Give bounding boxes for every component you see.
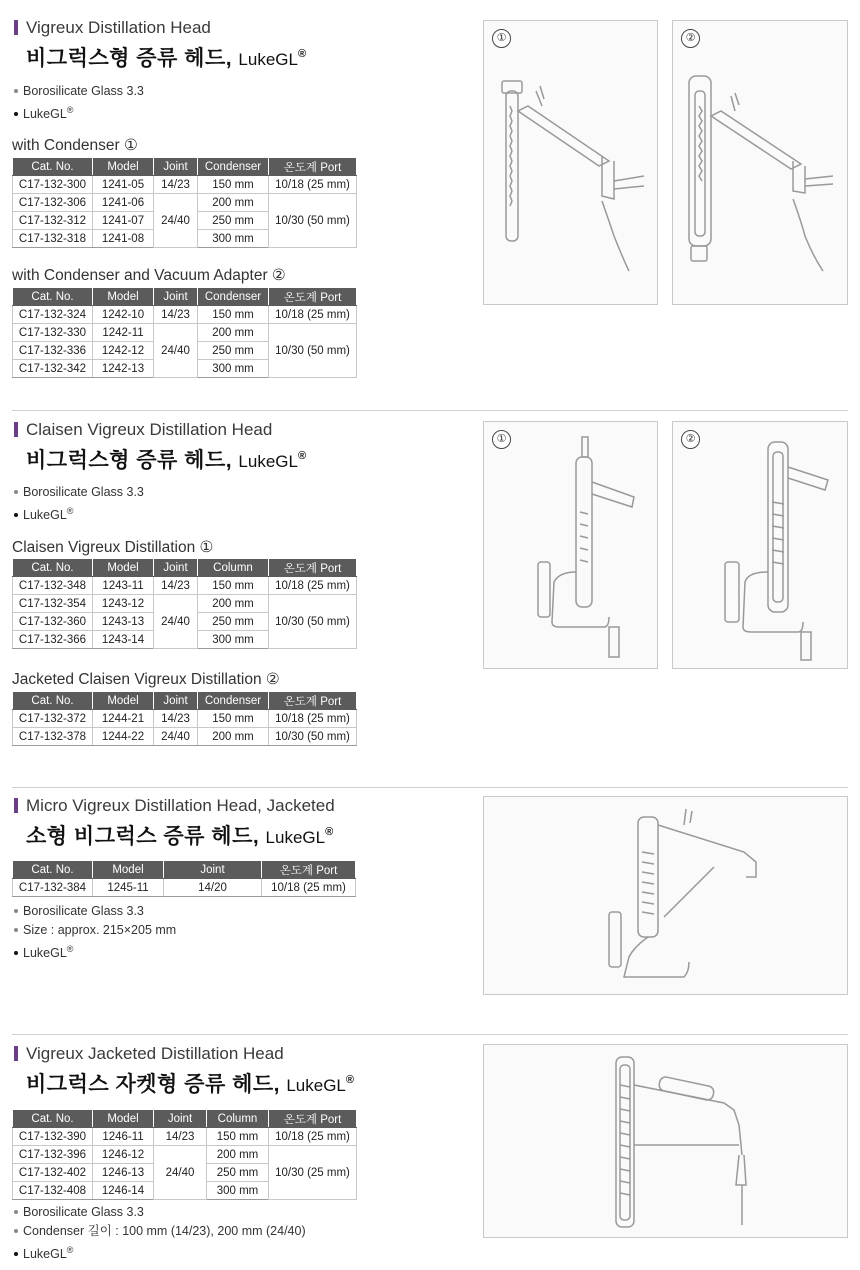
- feature-list: [14, 902, 176, 963]
- table-cell: 300 mm: [198, 631, 269, 649]
- feature-item: LukeGL®: [14, 940, 176, 963]
- table-cell: 1243-14: [93, 631, 154, 649]
- table-cell: C17-132-408: [13, 1182, 93, 1200]
- table-cell: C17-132-360: [13, 613, 93, 631]
- table-cell: 14/23: [154, 1128, 207, 1146]
- table-cell: 1241-07: [93, 212, 154, 230]
- col-header: Model: [93, 559, 154, 577]
- table-cell: 10/18 (25 mm): [269, 176, 357, 194]
- table-row: [13, 176, 357, 194]
- table-cell: 1241-05: [93, 176, 154, 194]
- table-cell: C17-132-336: [13, 342, 93, 360]
- feature-item: LukeGL®: [14, 1241, 306, 1264]
- table-cell: 150 mm: [198, 577, 269, 595]
- col-header: Condenser: [198, 158, 269, 176]
- glassware-illustration: [673, 21, 849, 306]
- brand-name: LukeGL: [286, 1076, 346, 1095]
- col-header: Model: [93, 1110, 154, 1128]
- table-cell: 1243-12: [93, 595, 154, 613]
- table-cell: 200 mm: [207, 1146, 269, 1164]
- table-cell: 14/23: [154, 176, 198, 194]
- feature-item: LukeGL®: [14, 502, 144, 525]
- table-cell: 1241-08: [93, 230, 154, 248]
- table-row: [13, 879, 356, 897]
- col-header: Joint: [154, 158, 198, 176]
- table-caption: with Condenser and Vacuum Adapter ②: [12, 267, 286, 284]
- brand-name: LukeGL: [238, 452, 298, 471]
- spec-table: [12, 287, 357, 378]
- feature-item: Borosilicate Glass 3.3: [14, 82, 144, 101]
- table-cell: 1242-12: [93, 342, 154, 360]
- col-header: Joint: [154, 288, 198, 306]
- col-header: Cat. No.: [13, 158, 93, 176]
- table-cell: C17-132-300: [13, 176, 93, 194]
- glassware-illustration: [484, 797, 849, 996]
- spec-table: [12, 691, 357, 746]
- glassware-illustration: [484, 422, 659, 670]
- table-cell: 1243-13: [93, 613, 154, 631]
- image-number-badge: ②: [681, 430, 700, 449]
- table-row: [13, 595, 357, 613]
- table-row: [13, 1146, 357, 1164]
- table-cell: 10/18 (25 mm): [269, 710, 357, 728]
- section-divider: [12, 1034, 848, 1035]
- table-cell: 14/23: [154, 710, 198, 728]
- table-cell: 250 mm: [198, 613, 269, 631]
- table-cell: 1246-11: [93, 1128, 154, 1146]
- table-row: [13, 324, 357, 342]
- feature-item: Borosilicate Glass 3.3: [14, 483, 144, 502]
- feature-list: [14, 82, 144, 124]
- table-cell: 10/18 (25 mm): [262, 879, 356, 897]
- title-bar: [14, 20, 18, 35]
- table-cell: 1243-11: [93, 577, 154, 595]
- table-cell: 150 mm: [198, 176, 269, 194]
- col-header: Cat. No.: [13, 861, 93, 879]
- table-row: [13, 728, 357, 746]
- title-bar: [14, 1046, 18, 1061]
- table-cell: 14/23: [154, 577, 198, 595]
- table-cell: C17-132-330: [13, 324, 93, 342]
- spec-table: [12, 157, 357, 248]
- col-header: 온도계 Port: [269, 158, 357, 176]
- table-row: [13, 710, 357, 728]
- table-cell: 250 mm: [198, 212, 269, 230]
- table-cell: C17-132-378: [13, 728, 93, 746]
- col-header: Joint: [154, 692, 198, 710]
- table-row: [13, 1128, 357, 1146]
- table-cell: 200 mm: [198, 595, 269, 613]
- table-cell: C17-132-318: [13, 230, 93, 248]
- title-bar: [14, 422, 18, 437]
- table-cell: 10/30 (50 mm): [269, 595, 357, 649]
- feature-list: [14, 1203, 306, 1264]
- table-cell: 1246-14: [93, 1182, 154, 1200]
- col-header: Model: [93, 692, 154, 710]
- table-cell: 150 mm: [198, 710, 269, 728]
- table-cell: 14/20: [164, 879, 262, 897]
- spec-table: [12, 860, 356, 897]
- table-cell: 10/18 (25 mm): [269, 306, 357, 324]
- table-cell: C17-132-348: [13, 577, 93, 595]
- glassware-illustration: [484, 21, 659, 306]
- col-header: Joint: [164, 861, 262, 879]
- table-cell: 24/40: [154, 728, 198, 746]
- feature-item: Condenser 길이 : 100 mm (14/23), 200 mm (24/40): [14, 1222, 306, 1241]
- brand-name: LukeGL: [265, 828, 326, 847]
- table-cell: 24/40: [154, 1146, 207, 1200]
- product-image-2: [672, 20, 848, 305]
- table-cell: 1245-11: [93, 879, 164, 897]
- table-cell: 150 mm: [198, 306, 269, 324]
- table-row: [13, 577, 357, 595]
- feature-item: LukeGL®: [14, 101, 144, 124]
- table-caption: with Condenser ①: [12, 137, 138, 154]
- section-divider: [12, 787, 848, 788]
- table-cell: C17-132-306: [13, 194, 93, 212]
- col-header: Cat. No.: [13, 1110, 93, 1128]
- table-cell: 24/40: [154, 194, 198, 248]
- col-header: Joint: [154, 1110, 207, 1128]
- table-cell: 150 mm: [207, 1128, 269, 1146]
- col-header: 온도계 Port: [269, 288, 357, 306]
- table-cell: C17-132-390: [13, 1128, 93, 1146]
- table-cell: 1246-12: [93, 1146, 154, 1164]
- section-divider: [12, 410, 848, 411]
- table-cell: C17-132-402: [13, 1164, 93, 1182]
- table-cell: 1246-13: [93, 1164, 154, 1182]
- image-number-badge: ①: [492, 29, 511, 48]
- table-cell: 1241-06: [93, 194, 154, 212]
- table-row: [13, 194, 357, 212]
- table-cell: 10/30 (50 mm): [269, 194, 357, 248]
- table-cell: 250 mm: [207, 1164, 269, 1182]
- table-caption: Jacketed Claisen Vigreux Distillation ②: [12, 671, 280, 688]
- table-cell: 10/30 (50 mm): [269, 728, 357, 746]
- section-title-ko: 비그럭스 자켓형 증류 헤드, LukeGL®: [26, 1073, 355, 1096]
- spec-table: [12, 558, 357, 649]
- col-header: Model: [93, 288, 154, 306]
- col-header: Cat. No.: [13, 692, 93, 710]
- table-cell: 24/40: [154, 595, 198, 649]
- table-cell: C17-132-384: [13, 879, 93, 897]
- table-cell: C17-132-324: [13, 306, 93, 324]
- col-header: Column: [207, 1110, 269, 1128]
- col-header: Column: [198, 559, 269, 577]
- table-cell: 24/40: [154, 324, 198, 378]
- section-title-en: Claisen Vigreux Distillation Head: [14, 420, 272, 440]
- table-cell: 10/18 (25 mm): [269, 577, 357, 595]
- table-cell: 10/30 (25 mm): [269, 1146, 357, 1200]
- table-caption: Claisen Vigreux Distillation ①: [12, 539, 214, 556]
- section-title-ko: 소형 비그럭스 증류 헤드, LukeGL®: [26, 825, 334, 848]
- product-image-1: [483, 20, 658, 305]
- col-header: Model: [93, 158, 154, 176]
- image-number-badge: ①: [492, 430, 511, 449]
- table-cell: 250 mm: [198, 342, 269, 360]
- glassware-illustration: [484, 1045, 849, 1239]
- title-bar: [14, 798, 18, 813]
- col-header: Model: [93, 861, 164, 879]
- table-cell: C17-132-342: [13, 360, 93, 378]
- table-cell: 200 mm: [198, 324, 269, 342]
- spec-table: [12, 1109, 357, 1200]
- product-image-1: [483, 421, 658, 669]
- table-cell: 200 mm: [198, 728, 269, 746]
- product-image: [483, 796, 848, 995]
- section-title-en: Micro Vigreux Distillation Head, Jacketed: [14, 796, 335, 816]
- col-header: Cat. No.: [13, 288, 93, 306]
- table-cell: C17-132-366: [13, 631, 93, 649]
- feature-item: Borosilicate Glass 3.3: [14, 902, 176, 921]
- table-cell: C17-132-396: [13, 1146, 93, 1164]
- table-cell: C17-132-372: [13, 710, 93, 728]
- table-cell: 10/30 (50 mm): [269, 324, 357, 378]
- table-cell: 1244-22: [93, 728, 154, 746]
- brand-name: LukeGL: [238, 50, 298, 69]
- col-header: Cat. No.: [13, 559, 93, 577]
- table-cell: 1244-21: [93, 710, 154, 728]
- table-cell: 300 mm: [198, 360, 269, 378]
- table-cell: 10/18 (25 mm): [269, 1128, 357, 1146]
- section-title-ko: 비그럭스형 증류 헤드, LukeGL®: [26, 47, 307, 70]
- table-cell: C17-132-312: [13, 212, 93, 230]
- feature-item: Size : approx. 215×205 mm: [14, 921, 176, 940]
- product-image-2: [672, 421, 848, 669]
- feature-item: Borosilicate Glass 3.3: [14, 1203, 306, 1222]
- image-number-badge: ②: [681, 29, 700, 48]
- section-title-en: Vigreux Jacketed Distillation Head: [14, 1044, 284, 1064]
- table-cell: C17-132-354: [13, 595, 93, 613]
- table-cell: 300 mm: [198, 230, 269, 248]
- glassware-illustration: [673, 422, 849, 670]
- col-header: Condenser: [198, 692, 269, 710]
- table-cell: 1242-13: [93, 360, 154, 378]
- col-header: Joint: [154, 559, 198, 577]
- table-row: [13, 306, 357, 324]
- col-header: 온도계 Port: [262, 861, 356, 879]
- table-cell: 14/23: [154, 306, 198, 324]
- col-header: 온도계 Port: [269, 1110, 357, 1128]
- col-header: Condenser: [198, 288, 269, 306]
- table-cell: 1242-10: [93, 306, 154, 324]
- section-title-en: Vigreux Distillation Head: [14, 18, 211, 38]
- feature-list: [14, 483, 144, 525]
- table-cell: 200 mm: [198, 194, 269, 212]
- section-title-ko: 비그럭스형 증류 헤드, LukeGL®: [26, 449, 307, 472]
- col-header: 온도계 Port: [269, 559, 357, 577]
- product-image: [483, 1044, 848, 1238]
- col-header: 온도계 Port: [269, 692, 357, 710]
- table-cell: 1242-11: [93, 324, 154, 342]
- table-cell: 300 mm: [207, 1182, 269, 1200]
